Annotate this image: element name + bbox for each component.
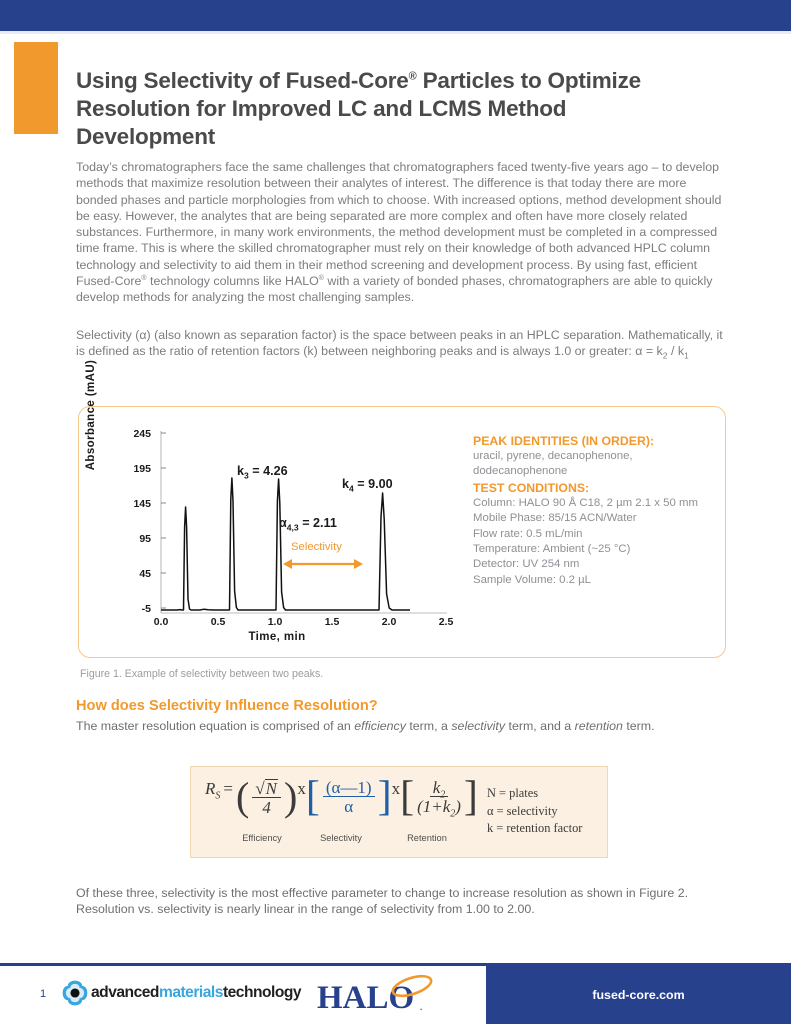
chart-xtick-0-5: 0.5 — [210, 616, 226, 628]
chart-ytick-245: 245 — [133, 428, 151, 440]
efficiency-fraction: $\frac{√N}{4}$ — [249, 779, 284, 817]
halo-logo — [317, 976, 447, 1020]
condition-flow-rate: Flow rate: 0.5 mL/min — [473, 527, 583, 540]
title-orange-accent-bar — [14, 42, 58, 134]
halo-registered-mark: . — [420, 1003, 423, 1012]
chart-xtick-1-5: 1.5 — [324, 616, 340, 628]
annotation-alpha: $\alpha_{4,3} = 2.11$ — [279, 516, 337, 533]
equation-efficiency-term — [235, 774, 298, 820]
selectivity-double-arrow-icon — [283, 557, 363, 571]
amt-wordmark: advancedmaterialstechnology — [91, 984, 302, 1001]
bracket-close-retention: ] — [463, 773, 478, 820]
condition-mobile-phase: Mobile Phase: 85/15 ACN/Water — [473, 512, 637, 525]
chart-x-axis-title: Time, min — [248, 631, 306, 643]
retention-fraction: $\frac{k_2}{(1+k_2)}$ — [417, 778, 461, 820]
chart-xtick-1-0: 1.0 — [267, 616, 283, 628]
condition-sample-volume: Sample Volume: 0.2 µL — [473, 573, 592, 586]
intro-paragraph: Today’s chromatographers face the same challenges that chromatographers faced twenty-five years ago – to develop methods that maximize resolution between their analytes of interest. The difference is that today there are more bonded phases and particle morphologies from which to choose. With increased options, method development should be easy. However, the analytes that are being separated are more complex and often have more closely related substances. Furthermore, in many work environments, the method development must be completed in a compressed time frame. This is where the skilled chromatographer must rely on their knowledge of both advanced HPLC column technology and selectivity to aid them in their method screening and development process. By using fast, efficient Fused-Core® technology columns like HALO® with a variety of bonded phases, chromatographers are able to quickly develop methods for analyzing the most challenging samples. — [76, 160, 722, 305]
page-title: Using Selectivity of Fused-Core® Particles to Optimize Resolution for Improved LC and LCMS Method Development — [76, 68, 641, 150]
footer-url[interactable]: fused-core.com — [592, 988, 685, 1002]
section-subtext: The master resolution equation is comprised of an efficiency term, a selectivity term, and a retention term. — [76, 719, 655, 733]
selectivity-fraction: $\frac{(\alpha—1)}{\alpha}$ — [320, 779, 378, 816]
bracket-close-selectivity: ] — [377, 773, 392, 820]
peak-identities-line-1: uracil, pyrene, decanophenone, — [473, 450, 633, 462]
annotation-k4: $k_4 = 9.00$ — [342, 477, 393, 494]
chart-xtick-0: 0.0 — [153, 616, 169, 628]
peak-identities-heading: PEAK IDENTITIES (IN ORDER): — [473, 434, 655, 448]
chart-y-axis-title: Absorbance (mAU) — [85, 359, 97, 471]
equation-times-1: x — [297, 779, 306, 798]
halo-wordmark: HALO — [317, 980, 415, 1016]
chart-ytick-minus5: -5 — [141, 603, 151, 615]
annotation-k3: $k_3 = 4.26$ — [237, 464, 288, 481]
condition-detector: Detector: UV 254 nm — [473, 558, 580, 571]
chart-ytick-145: 145 — [133, 498, 151, 510]
legend-k: k = retention factor — [487, 821, 583, 835]
header-band-shadow — [0, 31, 791, 34]
equation-times-2: x — [391, 779, 401, 798]
condition-temperature: Temperature: Ambient (~25 °C) — [473, 543, 631, 556]
resolution-equation-box — [190, 766, 608, 858]
chart-xtick-2-0: 2.0 — [381, 616, 397, 628]
equation-selectivity-term — [305, 773, 392, 820]
advanced-materials-technology-logo — [62, 980, 301, 1006]
figure-1-caption: Figure 1. Example of selectivity between two peaks. — [80, 668, 324, 680]
chart-xtick-2-5: 2.5 — [438, 616, 454, 628]
paren-open: ( — [235, 774, 250, 820]
page-number: 1 — [40, 988, 47, 1000]
figure-side-panel — [473, 433, 717, 588]
equation-retention-term — [400, 773, 478, 820]
label-selectivity: Selectivity — [320, 833, 362, 843]
bracket-open-retention: [ — [400, 773, 415, 820]
header-blue-band — [0, 0, 791, 31]
paren-close: ) — [284, 774, 298, 820]
equation-legend — [487, 785, 582, 838]
test-conditions-heading: TEST CONDITIONS: — [473, 480, 590, 495]
equation-expression — [205, 773, 478, 820]
closing-paragraph: Of these three, selectivity is the most effective parameter to change to increase resolution as shown in Figure 2. Resolution vs. selectivity is nearly linear in the range of selectivity from 1.00 to 2.00. — [76, 886, 689, 917]
peak-identities-line-2: dodecanophenone — [473, 465, 568, 478]
figure-1-container — [78, 359, 726, 658]
chart-ytick-95: 95 — [139, 533, 151, 545]
condition-column: Column: HALO 90 Å C18, 2 µm 2.1 x 50 mm — [473, 496, 698, 509]
legend-alpha: α = selectivity — [487, 803, 558, 818]
equation-rs-term: $R_S$ = — [205, 779, 233, 802]
label-efficiency: Efficiency — [242, 833, 282, 843]
bracket-open-selectivity: [ — [305, 773, 320, 820]
label-retention: Retention — [407, 833, 447, 843]
selectivity-definition-paragraph: Selectivity (α) (also known as separation factor) is the space between peaks in an HPLC separation. Mathematically, it is defined as the ratio of retention factors (k) between neighboring peaks and is always 1.0 or greater: $\alpha = k_2 / k_1$ — [76, 328, 723, 361]
chart-ytick-195: 195 — [133, 463, 151, 475]
halo-ring-icon — [389, 973, 435, 999]
annotation-selectivity-label: Selectivity — [291, 541, 342, 553]
section-heading: How does Selectivity Influence Resolution? — [76, 698, 378, 714]
amt-mark-icon — [62, 980, 88, 1006]
legend-n: N = plates — [487, 786, 539, 800]
chromatogram-chart — [85, 359, 465, 652]
chart-plot-area — [152, 431, 452, 641]
chart-ytick-45: 45 — [139, 568, 151, 580]
